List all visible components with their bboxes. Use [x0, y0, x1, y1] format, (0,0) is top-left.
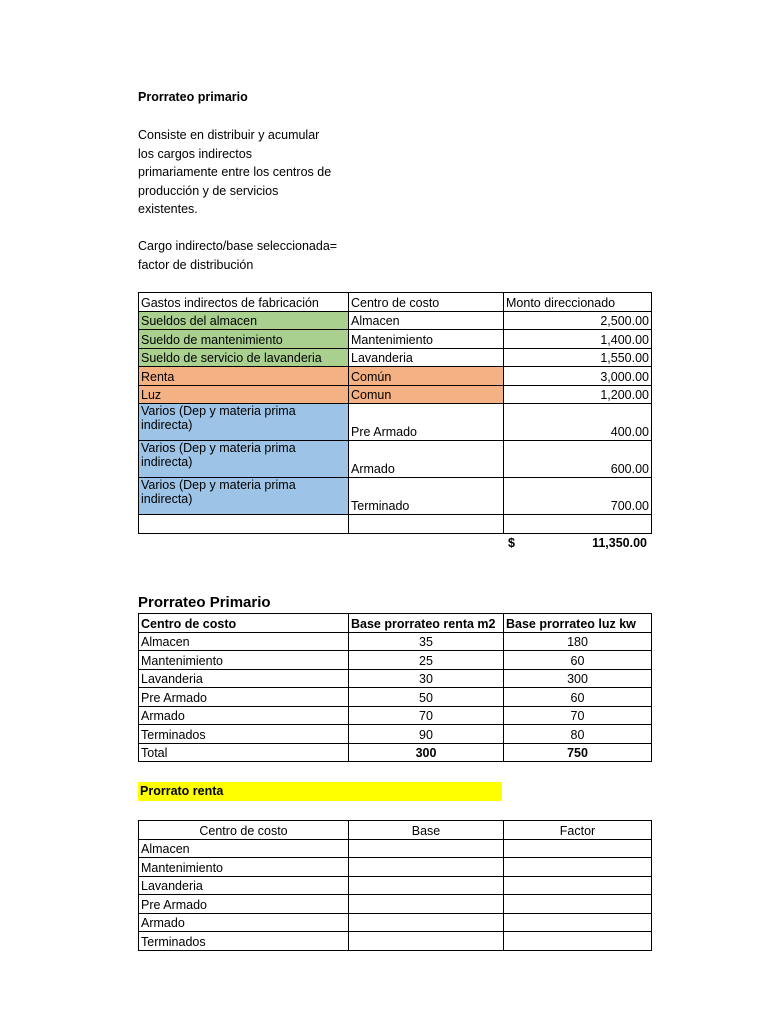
centro-cell: Armado: [349, 441, 504, 478]
prorrateo-primario-title: Prorrateo Primario: [138, 594, 271, 611]
centro-cell: Terminado: [349, 478, 504, 515]
renta-cell: 50: [349, 688, 504, 707]
header-cell: Base prorrateo luz kw: [504, 614, 652, 633]
table-row: [139, 385, 652, 404]
gasto-cell: Varios (Dep y materia prima indirecta): [139, 404, 349, 441]
centro-cell: Armado: [139, 706, 349, 725]
table-row: [139, 478, 652, 515]
centro-cell: Mantenimiento: [139, 651, 349, 670]
centro-cell: Comun: [349, 385, 504, 404]
centro-cell: Terminados: [139, 725, 349, 744]
paragraph-line: Consiste en distribuir y acumular: [138, 128, 320, 142]
formula-line: Cargo indirecto/base seleccionada=: [138, 239, 338, 253]
header-cell: Gastos indirectos de fabricación: [139, 293, 349, 312]
centro-cell: Pre Armado: [139, 895, 349, 914]
table-row: [139, 932, 652, 951]
centro-cell: Terminados: [139, 932, 349, 951]
header-cell: Factor: [504, 821, 652, 840]
gasto-cell: Varios (Dep y materia prima indirecta): [139, 441, 349, 478]
table-row: [139, 895, 652, 914]
paragraph-line: producción y de servicios: [138, 183, 279, 198]
monto-cell: 600.00: [504, 441, 652, 478]
table-header-row: [139, 614, 652, 633]
total-amount: 11,350.00: [592, 536, 647, 550]
luz-cell: 60: [504, 688, 652, 707]
centro-cell: Lavanderia: [139, 876, 349, 895]
centro-cell: Mantenimiento: [349, 330, 504, 349]
centro-cell: Almacen: [349, 311, 504, 330]
monto-cell: 1,400.00: [504, 330, 652, 349]
prorrateo-primario-table: [138, 613, 652, 762]
factor-cell: [504, 913, 652, 932]
table-row: [139, 669, 652, 688]
empty-row: [139, 515, 652, 534]
base-cell: [349, 876, 504, 895]
empty-cell: [349, 515, 504, 534]
header-cell: Base: [349, 821, 504, 840]
description-paragraph: [138, 126, 348, 219]
renta-cell: 35: [349, 632, 504, 651]
table-row: [139, 876, 652, 895]
table-header-row: [139, 821, 652, 840]
table-row: [139, 330, 652, 349]
factor-cell: [504, 858, 652, 877]
base-cell: [349, 858, 504, 877]
factor-cell: [504, 895, 652, 914]
base-cell: [349, 932, 504, 951]
gasto-cell: Renta: [139, 367, 349, 386]
total-renta-cell: 300: [349, 743, 504, 762]
base-cell: [349, 895, 504, 914]
paragraph-line: los cargos indirectos: [138, 146, 252, 161]
table-header-row: [139, 293, 652, 312]
total-currency-sign: $: [508, 536, 515, 550]
section-title: Prorrateo primario: [138, 90, 248, 104]
gasto-cell: Luz: [139, 385, 349, 404]
gastos-indirectos-table: [138, 292, 652, 534]
empty-cell: [504, 515, 652, 534]
centro-cell: Pre Armado: [349, 404, 504, 441]
table-row: [139, 632, 652, 651]
gasto-cell: Sueldo de servicio de lavanderia: [139, 348, 349, 367]
table-row: [139, 441, 652, 478]
table-row: [139, 839, 652, 858]
renta-cell: 90: [349, 725, 504, 744]
table-row: [139, 688, 652, 707]
centro-cell: Almacen: [139, 839, 349, 858]
monto-cell: 1,200.00: [504, 385, 652, 404]
header-cell: Centro de costo: [139, 821, 349, 840]
total-row: [139, 743, 652, 762]
paragraph-line: existentes.: [138, 202, 198, 216]
renta-cell: 25: [349, 651, 504, 670]
empty-cell: [139, 515, 349, 534]
gasto-cell: Sueldo de mantenimiento: [139, 330, 349, 349]
header-cell: Centro de costo: [349, 293, 504, 312]
header-cell: Centro de costo: [139, 614, 349, 633]
monto-cell: 700.00: [504, 478, 652, 515]
table-row: [139, 913, 652, 932]
table-row: [139, 725, 652, 744]
table-row: [139, 311, 652, 330]
table-row: [139, 858, 652, 877]
formula-line: factor de distribución: [138, 257, 254, 272]
formula-text: [138, 237, 353, 274]
total-label-cell: Total: [139, 743, 349, 762]
table-row: [139, 651, 652, 670]
factor-cell: [504, 932, 652, 951]
prorrato-renta-title: Prorrato renta: [138, 782, 502, 801]
centro-cell: Pre Armado: [139, 688, 349, 707]
table-row: [139, 348, 652, 367]
prorrato-renta-table: [138, 820, 652, 951]
paragraph-line: primariamente entre los centros de: [138, 165, 332, 179]
centro-cell: Mantenimiento: [139, 858, 349, 877]
centro-cell: Armado: [139, 913, 349, 932]
centro-cell: Almacen: [139, 632, 349, 651]
factor-cell: [504, 876, 652, 895]
header-cell: Base prorrateo renta m2: [349, 614, 504, 633]
renta-cell: 30: [349, 669, 504, 688]
luz-cell: 70: [504, 706, 652, 725]
monto-cell: 2,500.00: [504, 311, 652, 330]
base-cell: [349, 839, 504, 858]
monto-cell: 3,000.00: [504, 367, 652, 386]
table-row: [139, 404, 652, 441]
centro-cell: Lavanderia: [139, 669, 349, 688]
luz-cell: 60: [504, 651, 652, 670]
centro-cell: Común: [349, 367, 504, 386]
total-luz-cell: 750: [504, 743, 652, 762]
gasto-cell: Sueldos del almacen: [139, 311, 349, 330]
luz-cell: 180: [504, 632, 652, 651]
renta-cell: 70: [349, 706, 504, 725]
luz-cell: 300: [504, 669, 652, 688]
luz-cell: 80: [504, 725, 652, 744]
table-row: [139, 706, 652, 725]
centro-cell: Lavanderia: [349, 348, 504, 367]
table-row: [139, 367, 652, 386]
gasto-cell: Varios (Dep y materia prima indirecta): [139, 478, 349, 515]
factor-cell: [504, 839, 652, 858]
base-cell: [349, 913, 504, 932]
monto-cell: 400.00: [504, 404, 652, 441]
header-cell: Monto direccionado: [504, 293, 652, 312]
monto-cell: 1,550.00: [504, 348, 652, 367]
